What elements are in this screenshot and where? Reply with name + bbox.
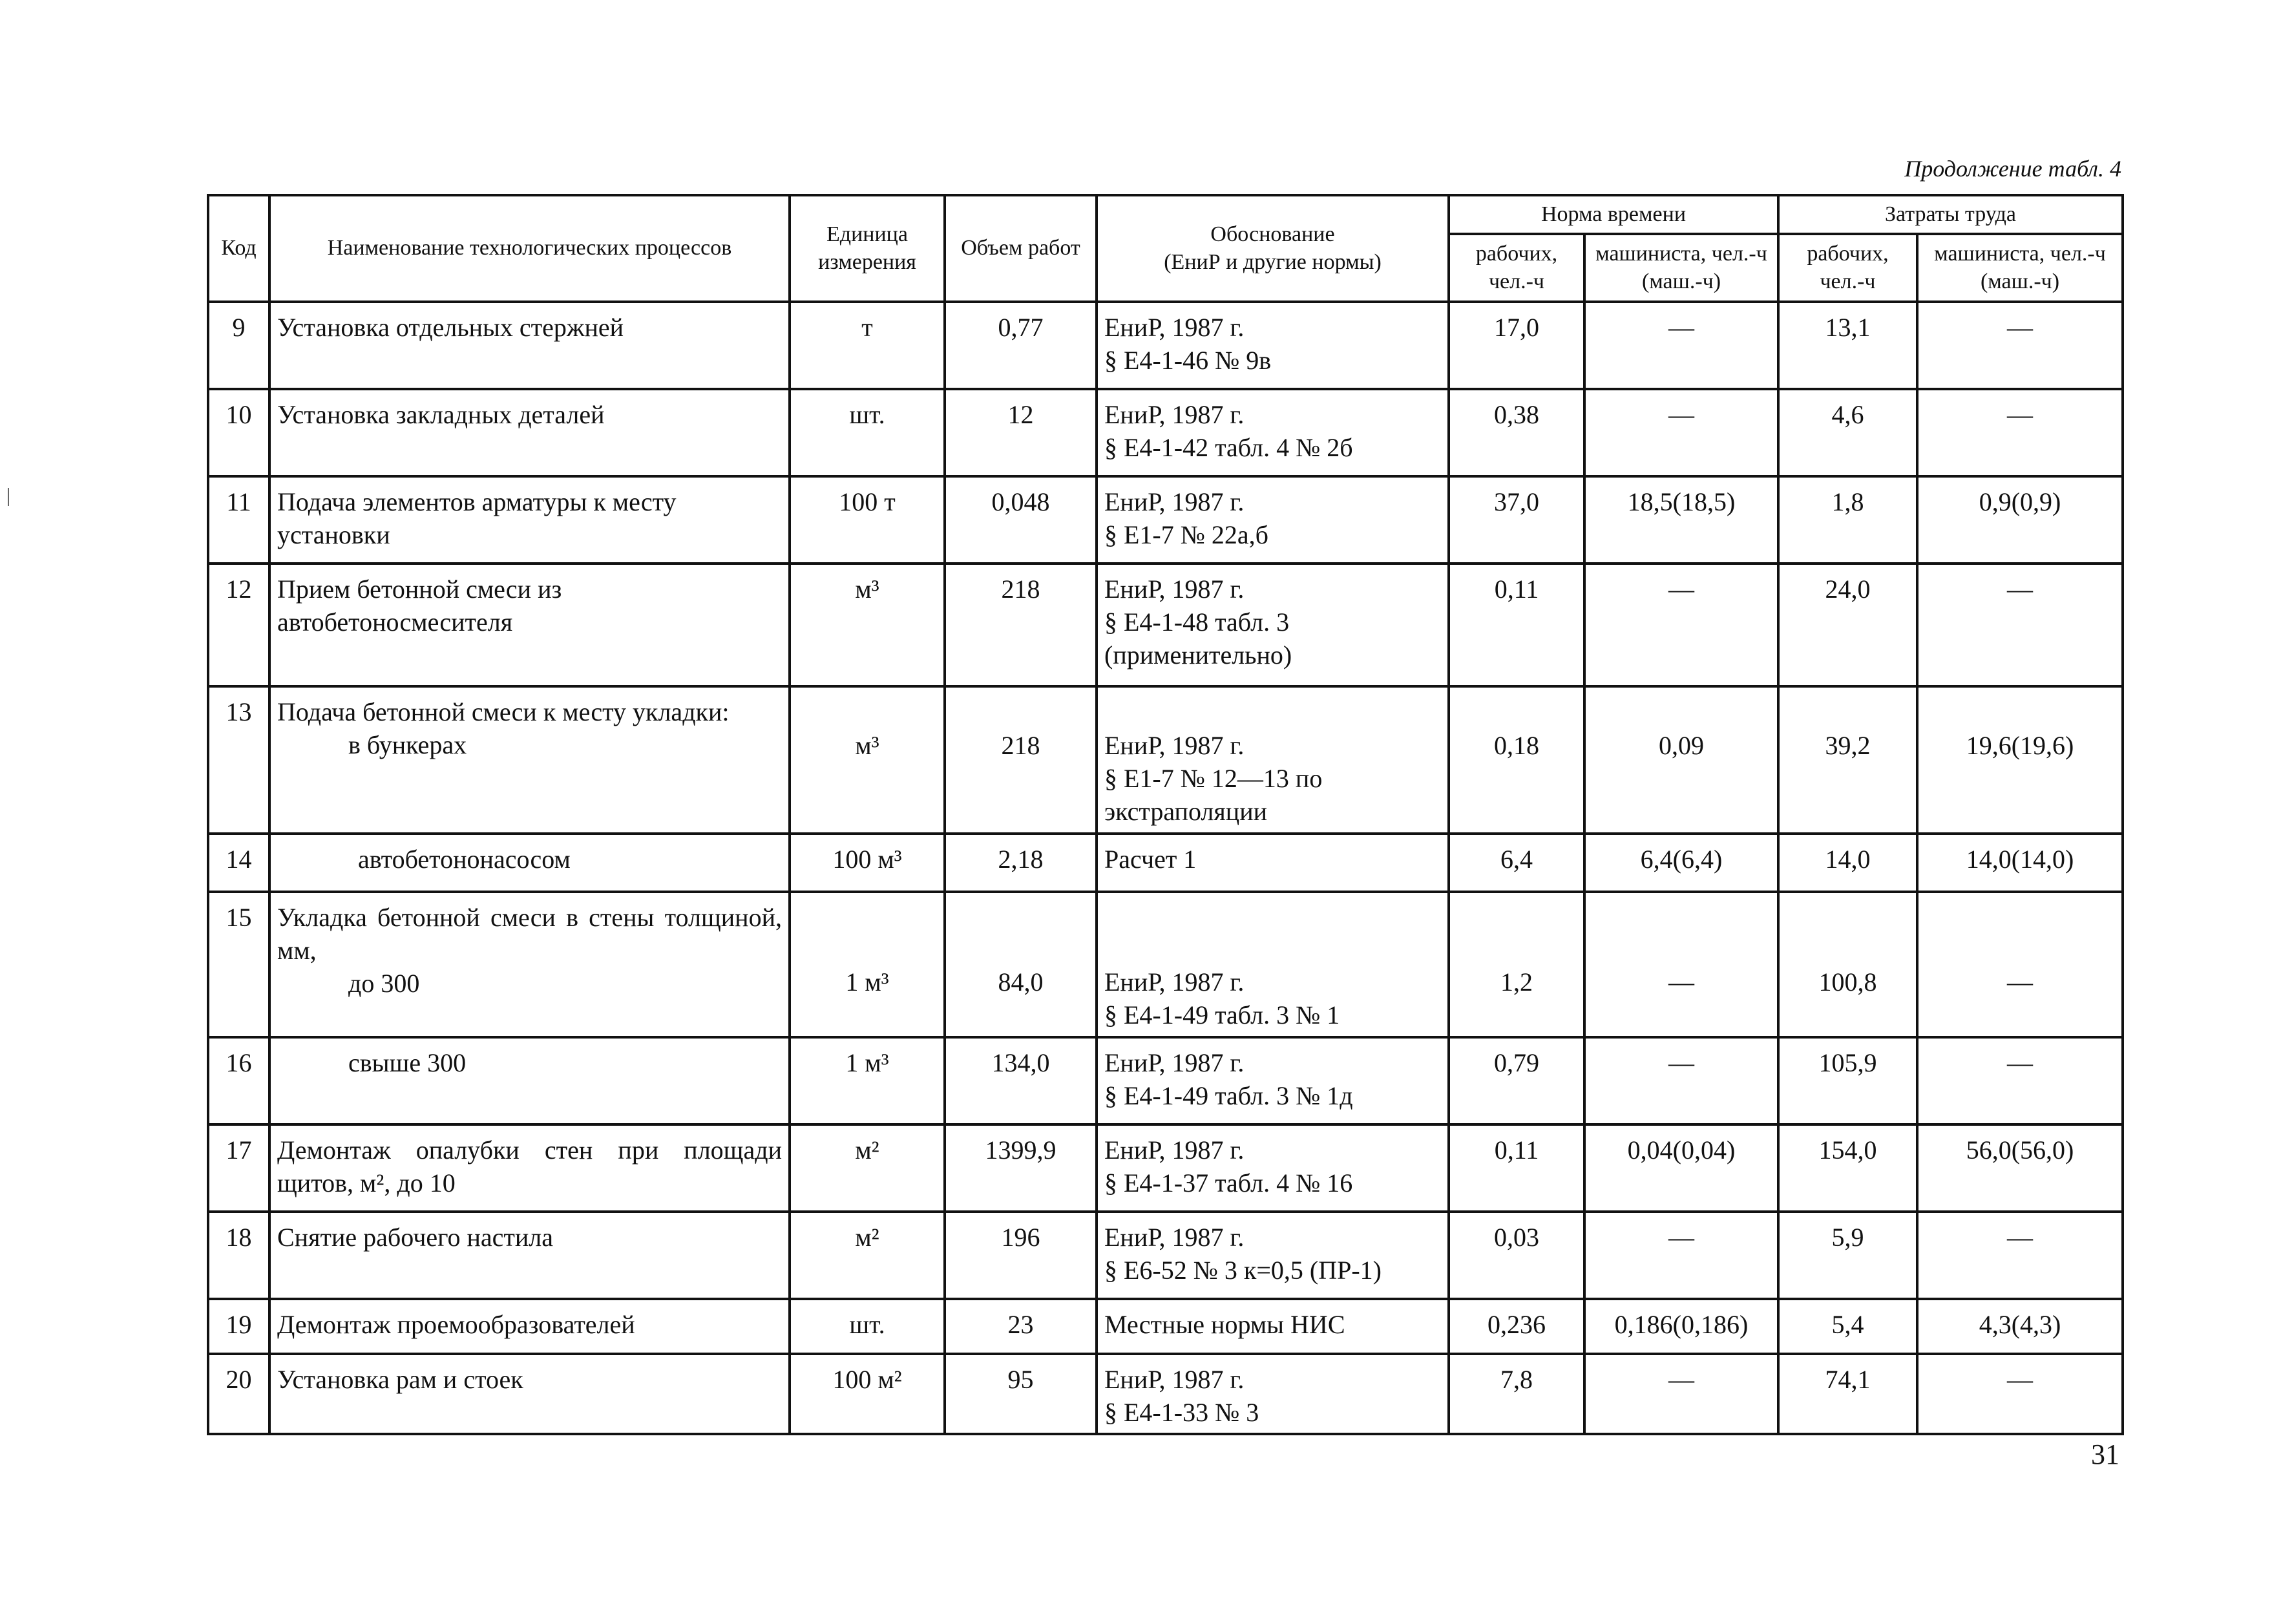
process-name-sub: в бункерах [348,730,467,760]
basis-line: § Е4-1-42 табл. 4 № 2б [1104,433,1353,463]
unit-cell: 100 м² [790,1354,945,1434]
norm-machinist-cell: — [1584,1212,1778,1299]
labor-machinist-cell: 4,3(4,3) [1917,1299,2123,1354]
unit-cell: м³ [790,686,945,834]
labor-machinist-cell: — [1917,1354,2123,1434]
table-continuation-caption: Продолжение табл. 4 [1904,156,2121,182]
volume-cell: 2,18 [945,834,1097,892]
labor-machinist-cell: 0,9(0,9) [1917,476,2123,564]
volume-cell: 84,0 [945,892,1097,1037]
norm-machinist-cell: — [1584,1354,1778,1434]
norm-workers-cell: 7,8 [1449,1354,1584,1434]
norm-workers-cell: 37,0 [1449,476,1584,564]
basis-cell [1097,834,1449,892]
norm-workers-cell: 0,11 [1449,564,1584,686]
basis-line: ЕниР, 1987 г. [1104,1222,1245,1252]
basis-line: § Е4-1-37 табл. 4 № 16 [1104,1168,1353,1197]
basis-cell [1097,302,1449,389]
unit-cell: 100 м³ [790,834,945,892]
process-name-cell [269,1037,790,1124]
code-cell: 9 [208,302,269,389]
header-norm-machinist: машиниста, чел.-ч (маш.-ч) [1584,234,1778,302]
norm-machinist-cell: 0,04(0,04) [1584,1124,1778,1212]
volume-cell: 12 [945,389,1097,476]
process-name-cell [269,892,790,1037]
process-name-cell: Установка закладных деталей [269,389,790,476]
unit-cell: м² [790,1212,945,1299]
unit-cell: шт. [790,1299,945,1354]
basis-line: ЕниР, 1987 г. [1104,487,1245,516]
norm-workers-cell: 0,18 [1449,686,1584,834]
table-row [208,302,2123,389]
process-name-cell: Установка отдельных стержней [269,302,790,389]
header-name: Наименование технологических процессов [269,195,790,302]
code-cell: 10 [208,389,269,476]
process-name-main: Подача бетонной смеси к месту укладки: [277,697,730,726]
basis-cell [1097,476,1449,564]
process-name-main: Укладка бетонной смеси в стены толщиной, мм, [277,902,782,965]
header-labor-machinist: машиниста, чел.-ч (маш.-ч) [1917,234,2123,302]
norm-machinist-cell: 0,186(0,186) [1584,1299,1778,1354]
process-name-cell: Установка рам и стоек [269,1354,790,1434]
header-basis-line1: Обоснование [1210,222,1335,246]
norm-machinist-cell: — [1584,892,1778,1037]
labor-machinist-cell: 14,0(14,0) [1917,834,2123,892]
basis-line: ЕниР, 1987 г. [1104,400,1245,429]
labor-workers-cell: 154,0 [1778,1124,1917,1212]
header-unit: Единица измерения [790,195,945,302]
work-norms-table [207,194,2124,1435]
labor-workers-cell: 14,0 [1778,834,1917,892]
basis-cell [1097,892,1449,1037]
volume-cell: 218 [945,564,1097,686]
unit-cell: шт. [790,389,945,476]
basis-line: Местные нормы НИС [1104,1309,1345,1339]
table-row [208,1037,2123,1124]
basis-line: § Е4-1-49 табл. 3 № 1 [1104,1000,1340,1029]
header-code: Код [208,195,269,302]
basis-line: § Е4-1-33 № 3 [1104,1397,1259,1427]
table-row [208,1299,2123,1354]
norm-workers-cell: 6,4 [1449,834,1584,892]
norm-machinist-cell: 0,09 [1584,686,1778,834]
code-cell: 11 [208,476,269,564]
basis-line: § Е1-7 № 12—13 по экстраполяции [1104,764,1323,827]
norm-machinist-cell: — [1584,389,1778,476]
process-name-cell: Прием бетонной смеси из автобетоносмесителя [269,564,790,686]
process-name-cell: Снятие рабочего настила [269,1212,790,1299]
unit-cell: т [790,302,945,389]
code-cell: 13 [208,686,269,834]
code-cell: 12 [208,564,269,686]
basis-line: ЕниР, 1987 г. [1104,1364,1245,1394]
norm-workers-cell: 0,03 [1449,1212,1584,1299]
basis-line: Расчет 1 [1104,844,1197,874]
unit-cell: 1 м³ [790,892,945,1037]
basis-line: § Е6-52 № 3 к=0,5 (ПР-1) [1104,1255,1382,1285]
table-row [208,564,2123,686]
volume-cell: 0,048 [945,476,1097,564]
norm-workers-cell: 0,38 [1449,389,1584,476]
basis-line: § Е4-1-46 № 9в [1104,346,1272,375]
basis-line: § Е4-1-48 табл. 3 (применительно) [1104,607,1292,670]
margin-mark [8,488,9,506]
labor-machinist-cell: — [1917,1212,2123,1299]
table-row [208,1124,2123,1212]
unit-cell: м² [790,1124,945,1212]
table-row [208,834,2123,892]
basis-line: ЕниР, 1987 г. [1104,1048,1245,1077]
labor-workers-cell: 105,9 [1778,1037,1917,1124]
volume-cell: 196 [945,1212,1097,1299]
norm-workers-cell: 0,236 [1449,1299,1584,1354]
header-norm-workers: рабочих, чел.-ч [1449,234,1584,302]
header-volume: Объем работ [945,195,1097,302]
labor-workers-cell: 100,8 [1778,892,1917,1037]
code-cell: 19 [208,1299,269,1354]
norm-workers-cell: 0,11 [1449,1124,1584,1212]
code-cell: 14 [208,834,269,892]
norm-machinist-cell: — [1584,1037,1778,1124]
basis-cell [1097,1354,1449,1434]
process-name-cell [269,686,790,834]
process-name-sub: автобетононасосом [358,844,571,874]
basis-cell [1097,389,1449,476]
labor-workers-cell: 1,8 [1778,476,1917,564]
volume-cell: 95 [945,1354,1097,1434]
basis-cell [1097,686,1449,834]
labor-machinist-cell: — [1917,1037,2123,1124]
labor-workers-cell: 74,1 [1778,1354,1917,1434]
basis-cell [1097,1124,1449,1212]
header-labor-workers: рабочих, чел.-ч [1778,234,1917,302]
basis-line: § Е1-7 № 22а,б [1104,520,1269,550]
norm-workers-cell: 1,2 [1449,892,1584,1037]
basis-line: ЕниР, 1987 г. [1104,313,1245,342]
labor-machinist-cell: — [1917,564,2123,686]
labor-workers-cell: 4,6 [1778,389,1917,476]
labor-machinist-cell: — [1917,302,2123,389]
unit-cell: 100 т [790,476,945,564]
process-name-cell: Демонтаж проемообразователей [269,1299,790,1354]
table-row [208,1212,2123,1299]
labor-workers-cell: 24,0 [1778,564,1917,686]
code-cell: 18 [208,1212,269,1299]
norm-workers-cell: 17,0 [1449,302,1584,389]
labor-machinist-cell: — [1917,389,2123,476]
basis-cell [1097,1299,1449,1354]
labor-workers-cell: 5,9 [1778,1212,1917,1299]
norm-machinist-cell: — [1584,564,1778,686]
table-row [208,892,2123,1037]
header-labor: Затраты труда [1778,195,2123,234]
unit-cell: 1 м³ [790,1037,945,1124]
basis-cell [1097,1212,1449,1299]
volume-cell: 23 [945,1299,1097,1354]
basis-cell [1097,1037,1449,1124]
basis-line: ЕниР, 1987 г. [1104,967,1245,997]
labor-workers-cell: 39,2 [1778,686,1917,834]
norm-machinist-cell: 6,4(6,4) [1584,834,1778,892]
unit-cell: м³ [790,564,945,686]
table-row [208,1354,2123,1434]
labor-machinist-cell: 56,0(56,0) [1917,1124,2123,1212]
table-row [208,389,2123,476]
labor-machinist-cell: 19,6(19,6) [1917,686,2123,834]
process-name-sub: свыше 300 [348,1048,467,1077]
code-cell: 16 [208,1037,269,1124]
volume-cell: 134,0 [945,1037,1097,1124]
header-time-norm: Норма времени [1449,195,1778,234]
code-cell: 15 [208,892,269,1037]
header-basis-line2: (ЕниР и другие нормы) [1164,249,1382,274]
labor-workers-cell: 5,4 [1778,1299,1917,1354]
labor-machinist-cell: — [1917,892,2123,1037]
basis-line: ЕниР, 1987 г. [1104,1135,1245,1165]
header-basis [1097,195,1449,302]
page-number: 31 [2091,1439,2119,1470]
table-header [208,195,2123,302]
norm-workers-cell: 0,79 [1449,1037,1584,1124]
volume-cell: 0,77 [945,302,1097,389]
norm-machinist-cell: 18,5(18,5) [1584,476,1778,564]
table-row [208,686,2123,834]
norm-machinist-cell: — [1584,302,1778,389]
process-name-cell: Подача элементов арматуры к месту установки [269,476,790,564]
basis-line: ЕниР, 1987 г. [1104,575,1245,604]
volume-cell: 1399,9 [945,1124,1097,1212]
labor-workers-cell: 13,1 [1778,302,1917,389]
process-name-cell [269,834,790,892]
code-cell: 20 [208,1354,269,1434]
process-name-cell: Демонтаж опалубки стен при площади щитов, м², до 10 [269,1124,790,1212]
table-row [208,476,2123,564]
basis-cell [1097,564,1449,686]
code-cell: 17 [208,1124,269,1212]
process-name-sub: до 300 [348,968,420,998]
volume-cell: 218 [945,686,1097,834]
basis-line: § Е4-1-49 табл. 3 № 1д [1104,1081,1353,1110]
basis-line: ЕниР, 1987 г. [1104,731,1245,760]
